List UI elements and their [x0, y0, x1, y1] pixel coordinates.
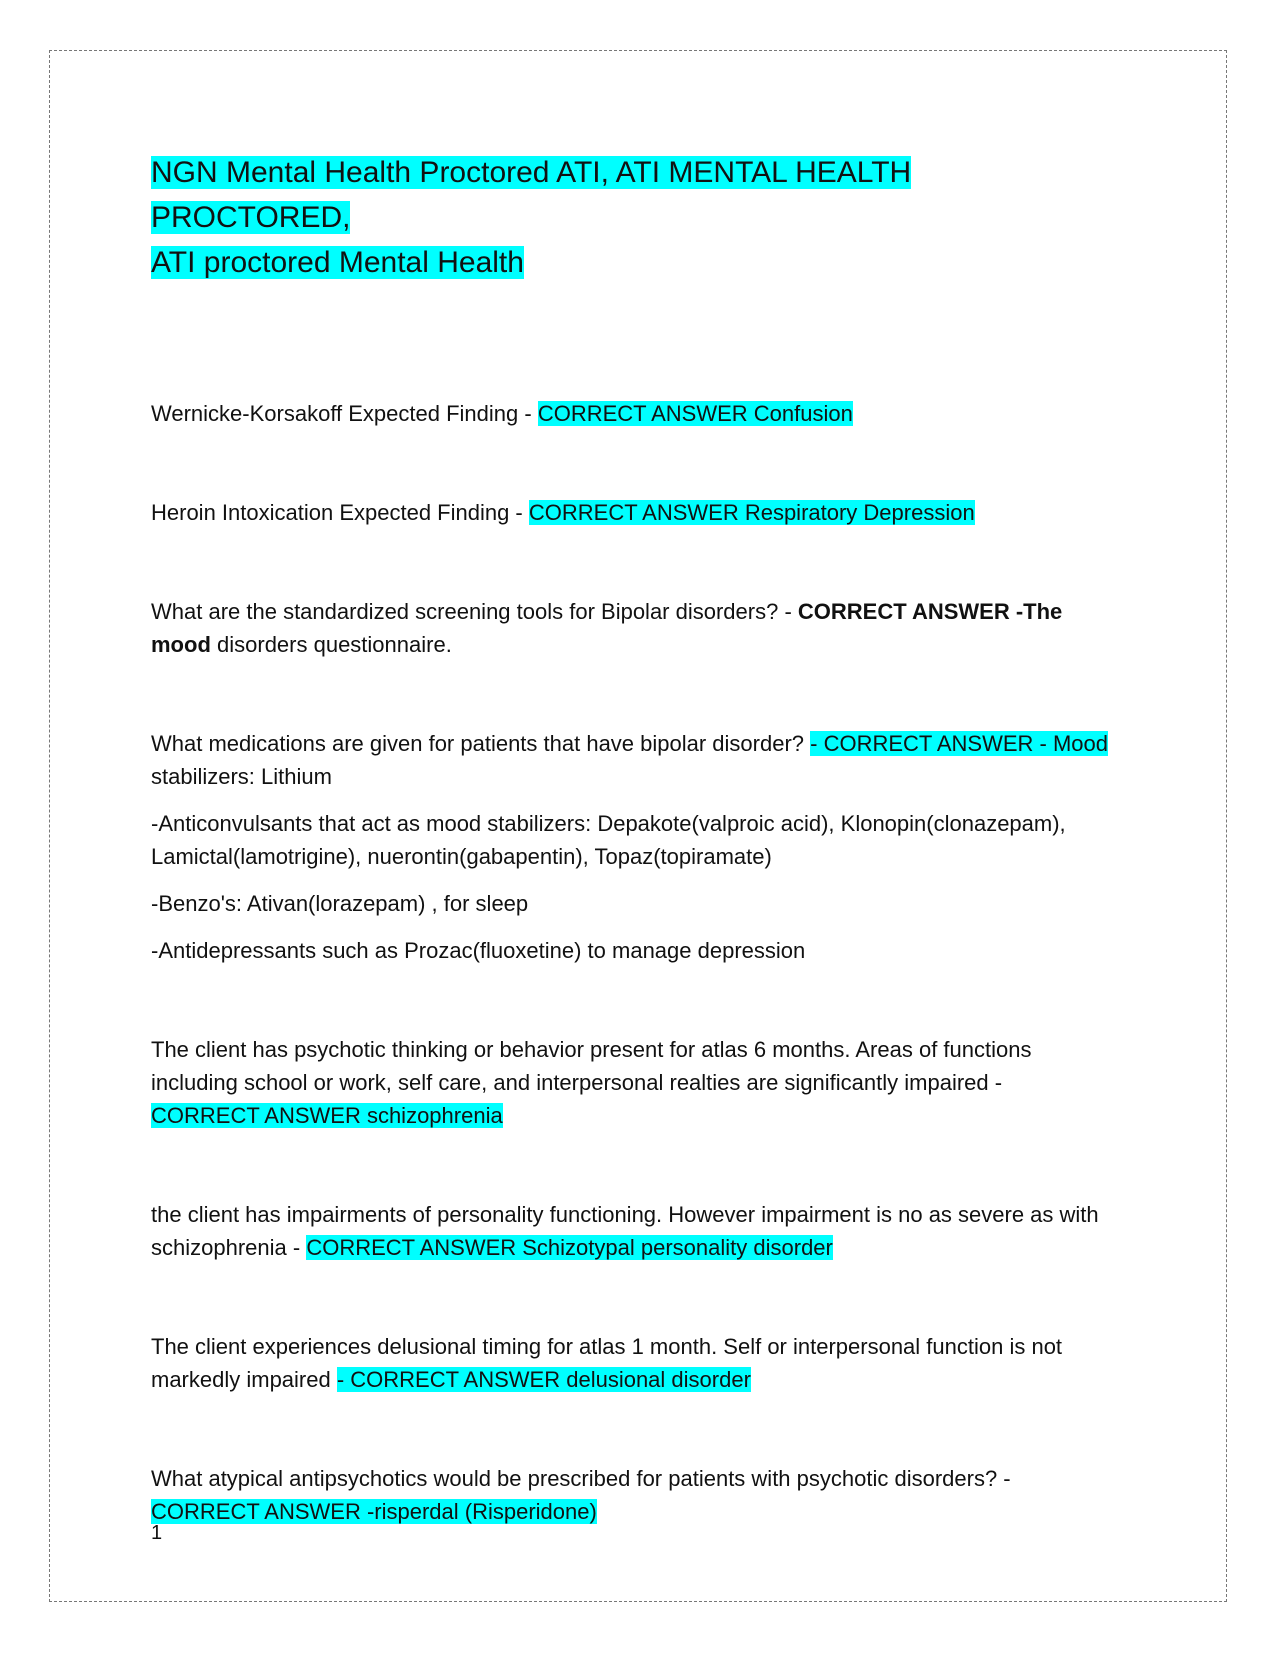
- question-text: What medications are given for patients that have bipolar disorder?: [151, 731, 811, 756]
- answer-text-rest: stabilizers: Lithium: [151, 764, 332, 789]
- answer-text: CORRECT ANSWER Confusion: [537, 401, 853, 426]
- answer-text-bold: CORRECT ANSWER -The mood: [151, 599, 1063, 657]
- document-body: [151, 150, 1111, 1528]
- question-text: Heroin Intoxication Expected Finding -: [151, 500, 529, 525]
- qa-item-6: [151, 1198, 1111, 1264]
- page-number: 1: [151, 1522, 163, 1544]
- answer-text: CORRECT ANSWER schizophrenia: [151, 1103, 503, 1128]
- title-line-2: ATI proctored Mental Health: [151, 246, 524, 279]
- answer-text: CORRECT ANSWER -risperdal (Risperidone): [151, 1499, 597, 1524]
- title-line-1: NGN Mental Health Proctored ATI, ATI MENTAL HEALTH PROCTORED,: [151, 156, 912, 234]
- question-text: What are the standardized screening tools for Bipolar disorders? -: [151, 599, 798, 624]
- question-text: What atypical antipsychotics would be prescribed for patients with psychotic disorders? -: [151, 1466, 1011, 1491]
- medication-item: -Antidepressants such as Prozac(fluoxetine) to manage depression: [151, 938, 806, 963]
- medication-item: -Benzo's: Ativan(lorazepam) , for sleep: [151, 891, 529, 916]
- qa-item-5: [151, 1033, 1111, 1132]
- question-text: the client has impairments of personality functioning. However impairment is no as severe as with schizophrenia -: [151, 1202, 1099, 1260]
- question-text: The client experiences delusional timing for atlas 1 month. Self or interpersonal function is not markedly impaired: [151, 1334, 1063, 1392]
- answer-text: CORRECT ANSWER Respiratory Depression: [528, 500, 975, 525]
- medication-item: -Anticonvulsants that act as mood stabilizers: Depakote(valproic acid), Klonopin(clonazepam), Lamictal(lamotrigine), nuerontin(gabapentin), Topaz(topiramate): [151, 811, 1066, 869]
- answer-text: CORRECT ANSWER Schizotypal personality disorder: [306, 1235, 833, 1260]
- qa-item-8: [151, 1462, 1111, 1528]
- qa-item-2: [151, 496, 1111, 529]
- question-text: The client has psychotic thinking or behavior present for atlas 6 months. Areas of functions including school or work, self care, and interpersonal realties are significantly impaired -: [151, 1037, 1032, 1095]
- qa-item-1: [151, 397, 1111, 430]
- qa-item-7: [151, 1330, 1111, 1396]
- answer-text: - CORRECT ANSWER delusional disorder: [336, 1367, 751, 1392]
- document-title: [151, 150, 1111, 285]
- qa-item-4: [151, 727, 1111, 793]
- answer-text-rest: disorders questionnaire.: [210, 632, 452, 657]
- answer-text: - CORRECT ANSWER - Mood: [810, 731, 1108, 756]
- qa-item-3: [151, 595, 1111, 661]
- question-text: Wernicke-Korsakoff Expected Finding -: [151, 401, 538, 426]
